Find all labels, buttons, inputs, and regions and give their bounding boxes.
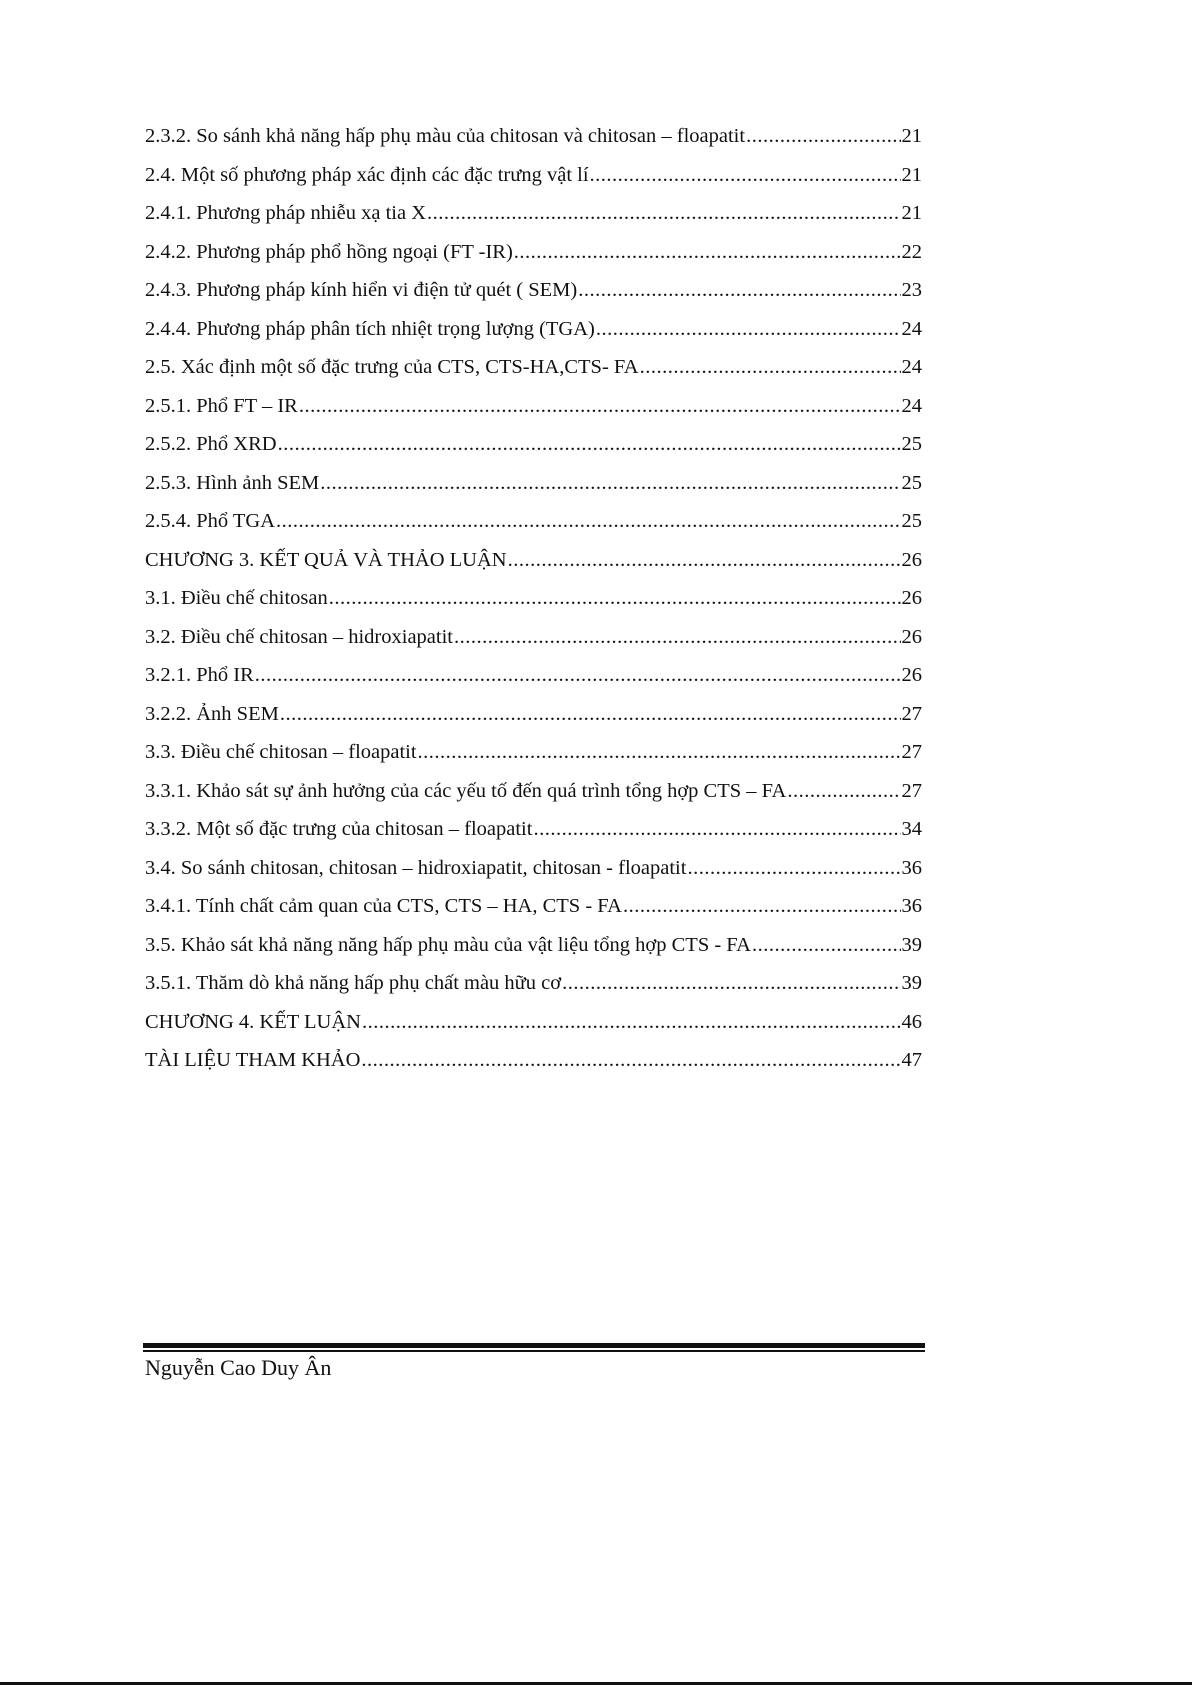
toc-entry-page: 25 (901, 433, 922, 455)
toc-entry-title: 3.3.1. Khảo sát sự ảnh hưởng của các yếu tố đến quá trình tổng hợp CTS – FA (145, 779, 787, 802)
toc-entry (145, 849, 922, 888)
toc-entry-title: 2.5.4. Phổ TGA (145, 510, 276, 532)
dot-leader (746, 117, 900, 156)
dot-leader (596, 310, 901, 349)
toc-entry-title: 3.3. Điều chế chitosan – floapatit (145, 741, 417, 763)
dot-leader (278, 425, 901, 464)
dot-leader (299, 387, 901, 426)
toc-entry-page: 27 (901, 702, 922, 725)
toc-entry (145, 926, 922, 965)
table-of-contents (145, 117, 922, 1080)
dot-leader (361, 1041, 900, 1080)
toc-entry-title: 2.4.4. Phương pháp phân tích nhiệt trọng lượng (TGA) (145, 317, 595, 340)
dot-leader (752, 926, 901, 965)
toc-entry-title: 2.4.1. Phương pháp nhiễu xạ tia X (145, 202, 427, 224)
toc-entry-title: 3.2. Điều chế chitosan – hidroxiapatit (145, 625, 453, 648)
toc-entry (145, 541, 922, 580)
toc-entry-page: 27 (901, 779, 922, 802)
dot-leader (562, 964, 900, 1003)
toc-entry-page: 36 (901, 895, 922, 917)
toc-entry-page: 46 (901, 1010, 922, 1033)
dot-leader (362, 1003, 901, 1042)
toc-entry-page: 23 (901, 279, 922, 301)
toc-entry-page: 24 (901, 317, 922, 340)
toc-entry-page: 47 (901, 1049, 922, 1071)
toc-entry-title: 3.3.2. Một số đặc trưng của chitosan – floapatit (145, 818, 533, 840)
dot-leader (255, 656, 901, 695)
toc-entry (145, 425, 922, 464)
dot-leader (320, 464, 900, 503)
toc-entry (145, 387, 922, 426)
toc-entry-page: 39 (901, 933, 922, 956)
toc-entry (145, 772, 922, 811)
dot-leader (787, 772, 900, 811)
toc-entry-title: CHƯƠNG 3. KẾT QUẢ VÀ THẢO LUẬN (145, 548, 507, 571)
toc-entry (145, 233, 922, 272)
toc-entry-page: 21 (901, 125, 922, 147)
toc-entry (145, 194, 922, 233)
toc-entry-title: 3.1. Điều chế chitosan (145, 587, 328, 609)
toc-entry (145, 695, 922, 734)
toc-entry-title: 3.2.1. Phổ IR (145, 664, 254, 686)
footer-author: Nguyễn Cao Duy Ân (145, 1355, 332, 1380)
toc-entry-page: 26 (901, 548, 922, 571)
toc-entry (145, 271, 922, 310)
toc-entry-title: CHƯƠNG 4. KẾT LUẬN (145, 1010, 361, 1033)
dot-leader (508, 541, 901, 580)
dot-leader (578, 271, 900, 310)
toc-entry (145, 656, 922, 695)
toc-entry-page: 26 (901, 664, 922, 686)
toc-entry-page: 36 (901, 856, 922, 879)
toc-entry-page: 25 (901, 510, 922, 532)
toc-entry (145, 348, 922, 387)
toc-entry (145, 117, 922, 156)
toc-entry-title: 3.5. Khảo sát khả năng năng hấp phụ màu của vật liệu tổng hợp CTS - FA (145, 933, 751, 956)
toc-entry-page: 21 (901, 202, 922, 224)
dot-leader (427, 194, 900, 233)
toc-entry-page: 27 (901, 741, 922, 763)
dot-leader (280, 695, 901, 734)
toc-entry (145, 464, 922, 503)
toc-entry-title: TÀI LIỆU THAM KHẢO (145, 1049, 361, 1071)
toc-entry-title: 3.4. So sánh chitosan, chitosan – hidroxiapatit, chitosan - floapatit (145, 856, 687, 879)
dot-leader (687, 849, 900, 888)
toc-entry (145, 810, 922, 849)
toc-entry (145, 502, 922, 541)
dot-leader (590, 156, 901, 195)
dot-leader (418, 733, 901, 772)
dot-leader (329, 579, 901, 618)
dot-leader (514, 233, 901, 272)
toc-entry-page: 34 (901, 818, 922, 840)
toc-entry (145, 733, 922, 772)
toc-entry-title: 2.4. Một số phương pháp xác định các đặc trưng vật lí (145, 163, 589, 186)
toc-entry-page: 25 (901, 471, 922, 494)
toc-entry-page: 26 (901, 625, 922, 648)
toc-entry (145, 887, 922, 926)
toc-entry-page: 26 (901, 587, 922, 609)
toc-entry-title: 3.5.1. Thăm dò khả năng hấp phụ chất màu hữu cơ (145, 972, 562, 994)
dot-leader (276, 502, 900, 541)
dot-leader (640, 348, 901, 387)
toc-entry-title: 2.3.2. So sánh khả năng hấp phụ màu của chitosan và chitosan – floapatit (145, 125, 746, 147)
toc-entry-page: 39 (901, 972, 922, 994)
toc-entry-title: 2.5.1. Phổ FT – IR (145, 394, 298, 417)
toc-entry (145, 1041, 922, 1080)
toc-entry (145, 310, 922, 349)
toc-entry (145, 156, 922, 195)
toc-entry-title: 3.2.2. Ảnh SEM (145, 702, 279, 725)
toc-entry (145, 579, 922, 618)
toc-entry-title: 2.5.3. Hình ảnh SEM (145, 471, 320, 494)
footer-rule (143, 1343, 925, 1352)
toc-entry-title: 2.5. Xác định một số đặc trưng của CTS, CTS-HA,CTS- FA (145, 356, 639, 378)
toc-entry (145, 964, 922, 1003)
toc-entry-page: 21 (901, 163, 922, 186)
dot-leader (533, 810, 900, 849)
toc-entry-page: 24 (901, 394, 922, 417)
toc-entry-page: 24 (901, 356, 922, 378)
toc-entry-title: 2.4.2. Phương pháp phổ hồng ngoại (FT -IR) (145, 240, 513, 263)
dot-leader (454, 618, 901, 657)
toc-entry-title: 2.4.3. Phương pháp kính hiển vi điện tử quét ( SEM) (145, 279, 578, 301)
toc-entry-title: 2.5.2. Phổ XRD (145, 433, 277, 455)
toc-entry (145, 618, 922, 657)
toc-entry-page: 22 (901, 240, 922, 263)
toc-entry (145, 1003, 922, 1042)
toc-entry-title: 3.4.1. Tính chất cảm quan của CTS, CTS – HA, CTS - FA (145, 895, 622, 917)
dot-leader (623, 887, 901, 926)
